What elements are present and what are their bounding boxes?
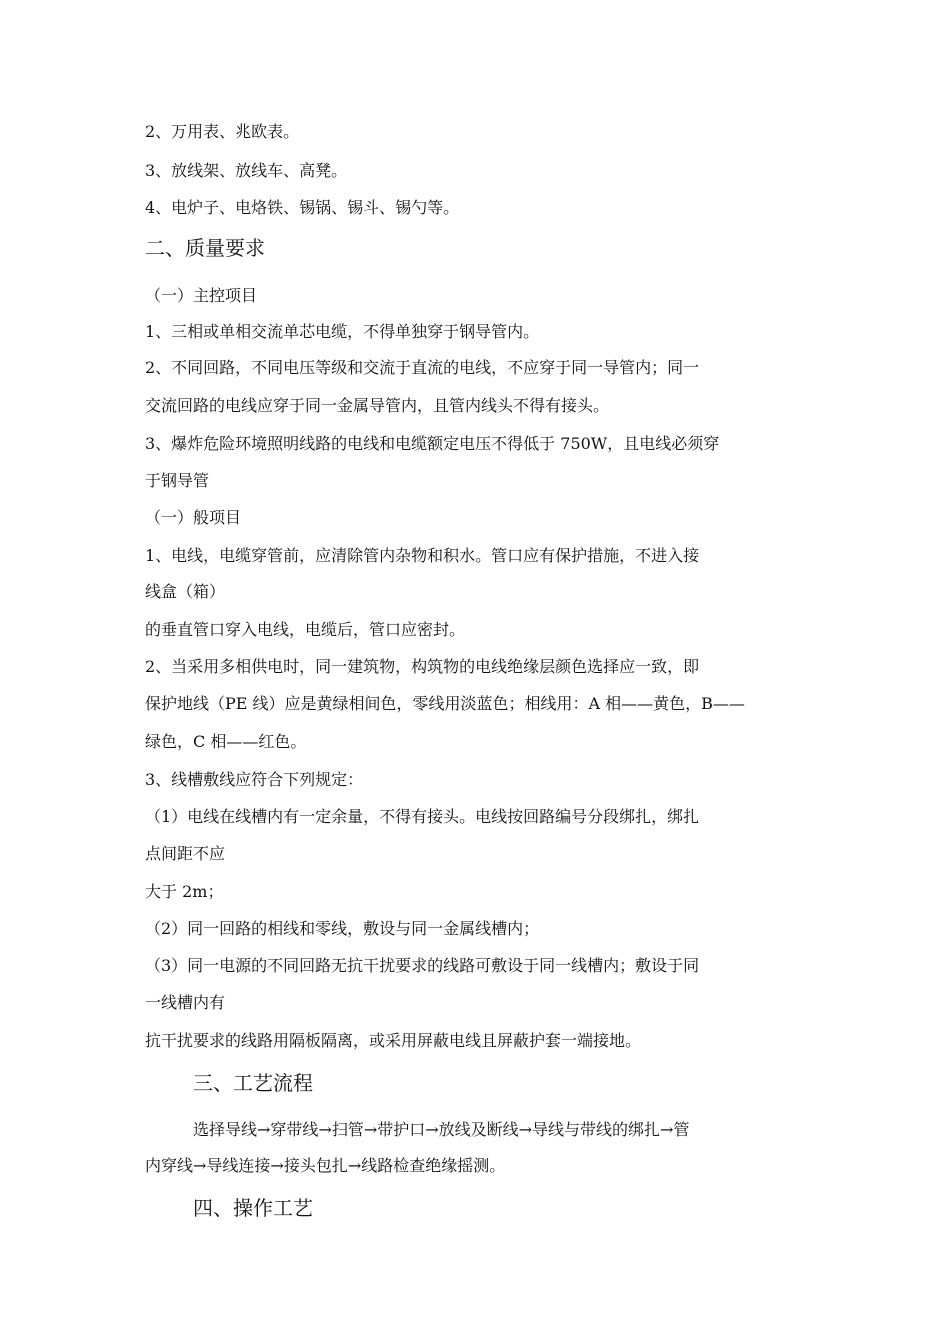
section-2-heading: 二、质量要求: [145, 236, 265, 260]
general-line-1: 1、电线，电缆穿管前，应清除管内杂物和积水。管口应有保护措施，不进入接: [145, 546, 700, 565]
main-control-line-2: 2、不同回路，不同电压等级和交流于直流的电线，不应穿于同一导管内；同一: [145, 358, 700, 377]
general-line-10: 大于 2m；: [145, 882, 224, 901]
general-line-12: （3）同一电源的不同回路无抗干扰要求的线路可敷设于同一线槽内；敷设于同: [145, 956, 700, 975]
general-line-7: 3、线槽敷线应符合下列规定：: [145, 770, 364, 789]
general-line-13: 一线槽内有: [145, 993, 226, 1012]
general-line-9: 点间距不应: [145, 844, 226, 863]
tool-item-3: 3、放线架、放线车、高凳。: [145, 161, 348, 180]
general-line-11: （2）同一回路的相线和零线，敷设与同一金属线槽内；: [145, 919, 540, 938]
general-line-3: 的垂直管口穿入电线，电缆后，管口应密封。: [145, 620, 466, 639]
main-control-heading: （一）主控项目: [145, 286, 258, 305]
general-line-5: 保护地线（PE 线）应是黄绿相间色，零线用淡蓝色；相线用：A 相——黄色，B——: [145, 694, 745, 713]
section-4-heading: 四、操作工艺: [193, 1196, 313, 1220]
tool-item-2: 2、万用表、兆欧表。: [145, 122, 300, 141]
process-line-1: 选择导线→穿带线→扫管→带护口→放线及断线→导线与带线的绑扎→管: [193, 1120, 690, 1139]
process-line-2: 内穿线→导线连接→接头包扎→线路检查绝缘摇测。: [145, 1156, 506, 1175]
main-control-line-1: 1、三相或单相交流单芯电缆，不得单独穿于钢导管内。: [145, 322, 540, 341]
main-control-line-5: 于钢导管: [145, 471, 210, 490]
tool-item-4: 4、电炉子、电烙铁、锡锅、锡斗、锡勺等。: [145, 198, 460, 217]
general-line-6: 绿色，C 相——红色。: [145, 732, 307, 751]
section-3-heading: 三、工艺流程: [193, 1071, 313, 1095]
general-line-2: 线盒（箱）: [145, 582, 226, 601]
general-line-4: 2、当采用多相供电时，同一建筑物，构筑物的电线绝缘层颜色选择应一致，即: [145, 657, 700, 676]
main-control-line-4: 3、爆炸危险环境照明线路的电线和电缆额定电压不得低于 750W，且电线必须穿: [145, 434, 720, 453]
general-items-heading: （一）般项目: [145, 508, 242, 527]
general-line-14: 抗干扰要求的线路用隔板隔离，或采用屏蔽电线且屏蔽护套一端接地。: [145, 1031, 642, 1050]
general-line-8: （1）电线在线槽内有一定余量，不得有接头。电线按回路编号分段绑扎，绑扎: [145, 807, 700, 826]
main-control-line-3: 交流回路的电线应穿于同一金属导管内，且管内线头不得有接头。: [145, 396, 610, 415]
